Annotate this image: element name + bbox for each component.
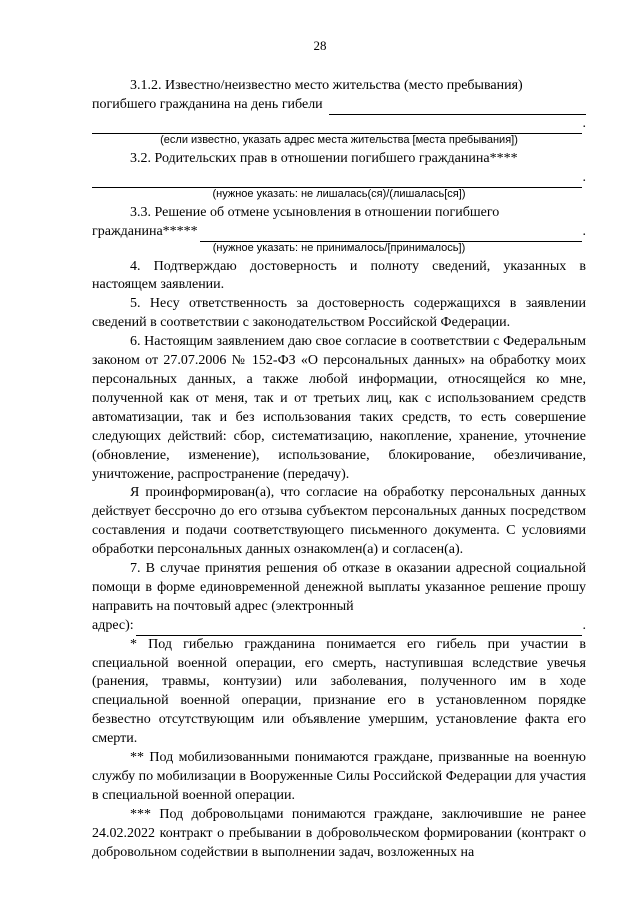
parental-rights-hint: (нужное указать: не лишалась(ся)/(лишалась[ся]) [212,187,466,200]
section-3-2-text: 3.2. Родительских прав в отношении погибшего гражданина**** [130,150,518,166]
section-3-1-2-line1: 3.1.2. Известно/неизвестно место жительства (место пребывания) [130,78,523,93]
section-3-3-label: гражданина***** [92,223,198,239]
parental-rights-row [92,169,586,188]
paragraph-5: 5. Несу ответственность за достоверность содержащихся в заявлении сведений в соответствии с законодательством Российской Федерации. [92,296,586,331]
page-number: 28 [313,38,327,53]
residence-field-end: . [582,115,586,131]
postal-address-end: . [582,617,586,633]
postal-address-field[interactable] [136,620,582,636]
paragraph-7-address-row [92,617,586,636]
footnote-3: *** Под добровольцами понимаются граждане, заключившие не ранее 24.02.2022 контракт о пребывании в добровольческом формировании (контракт о добровольном содействии в выполнении задач, возложенных на [92,806,586,860]
section-3-1-2-label: погибшего гражданина на день гибели [92,96,323,112]
residence-field-2[interactable] [92,119,582,134]
paragraph-7: 7. В случае принятия решения об отказе в оказании адресной социальной помощи в форме единовременной денежной выплаты указанное решение прошу направить на почтовый адрес (электронный [92,561,586,614]
section-3-3-line2 [92,223,586,242]
adoption-decision-hint: (нужное указать: не принималось/[принималось]) [212,241,466,254]
residence-field-hint: (если известно, указать адрес места жительства [места пребывания]) [160,133,518,146]
section-3-1-2-line2 [92,96,586,115]
residence-field-1[interactable] [329,99,586,115]
residence-field-row [92,115,586,134]
adoption-decision-end: . [582,223,586,239]
footnote-2: ** Под мобилизованными понимаются граждане, призванные на военную службу по мобилизации в Вооруженные Силы Российской Федерации для участия в специальной военной операции. [92,750,586,803]
parental-rights-field[interactable] [92,173,582,188]
adoption-decision-field[interactable] [200,226,582,242]
paragraph-consent-info: Я проинформирован(а), что согласие на обработку персональных данных действует бессрочно до его отзыва субъектом персональных данных посредством составления и подачи соответствующего письменного документа. С условиями обработки персональных данных ознакомлен(а) и согласен(а). [92,485,586,558]
section-3-3-line1: 3.3. Решение об отмене усыновления в отношении погибшего [130,204,500,220]
footnote-1: * Под гибелью гражданина понимается его гибель при участии в специальной военной операции, его смерть, наступившая вследствие увечья (ранения, травмы, контузии) или заболевания, полученного им в ходе специальной военной операции, признание его в установленном порядке безвестно отсутствующим или объявление умершим, установление факта его смерти. [92,636,586,747]
paragraph-7-address-label: адрес): [92,617,134,633]
parental-rights-end: . [582,169,586,185]
paragraph-6: 6. Настоящим заявлением даю свое согласие в соответствии с Федеральным законом от 27.07.2006 № 152-ФЗ «О персональных данных» на обработку моих персональных данных, а также любой информации, относящейся ко мне, полученной как от меня, так и от третьих лиц, как с использованием средств автоматизации, так и без использования таких средств, то есть совершение следующих действий: сбор, систематизацию, накопление, хранение, уточнение (обновление, изменение), использование, блокирование, обезличивание, уничтожение, распространение (передачу). [92,334,586,482]
document-body [92,77,586,863]
paragraph-4: 4. Подтверждаю достоверность и полноту сведений, указанных в настоящем заявлении. [92,258,586,293]
